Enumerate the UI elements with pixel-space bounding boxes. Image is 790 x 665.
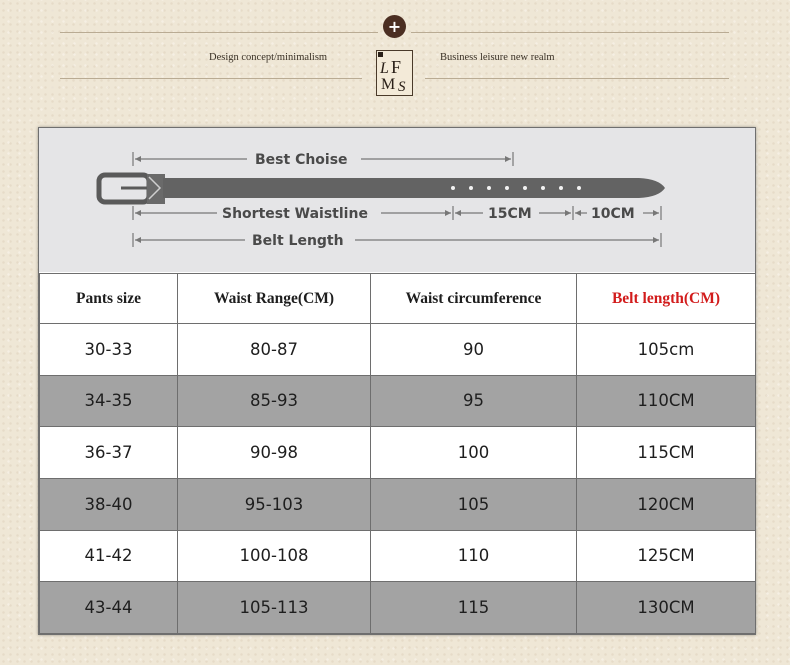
belt-strap [163, 178, 665, 198]
cell-pants-size: 38-40 [40, 478, 178, 530]
header-top-divider-right [411, 32, 729, 33]
belt-hole [451, 186, 455, 190]
cell-waist-circumference: 115 [371, 582, 577, 634]
header-bottom-divider-right [425, 78, 729, 79]
cell-pants-size: 34-35 [40, 375, 178, 427]
cell-waist-range: 80-87 [178, 324, 371, 376]
logo-letter-f: F [391, 57, 402, 77]
cell-pants-size: 30-33 [40, 324, 178, 376]
brand-logo [376, 50, 413, 96]
logo-letter-s: S [398, 79, 406, 95]
header-top-divider-left [60, 32, 378, 33]
logo-letter-m: M [381, 76, 396, 93]
cell-belt-length: 125CM [577, 530, 756, 582]
belt-diagram [39, 128, 755, 272]
cell-waist-circumference: 105 [371, 478, 577, 530]
cell-waist-circumference: 110 [371, 530, 577, 582]
best-choise-label: Best Choise [255, 152, 348, 168]
table-row [40, 582, 756, 634]
plus-badge [383, 15, 406, 38]
belt-hole [523, 186, 527, 190]
cell-pants-size: 43-44 [40, 582, 178, 634]
right-tagline: Business leisure new realm [440, 52, 555, 63]
belt-hole [541, 186, 545, 190]
header-waist-circumference: Waist circumference [371, 274, 577, 324]
ten-cm-label: 10CM [591, 206, 635, 222]
size-table [39, 273, 756, 634]
header-bottom-divider-left [60, 78, 362, 79]
plus-icon: + [387, 16, 402, 36]
cell-waist-range: 105-113 [178, 582, 371, 634]
cell-waist-circumference: 95 [371, 375, 577, 427]
table-row [40, 427, 756, 479]
shortest-waistline-label: Shortest Waistline [222, 206, 368, 222]
fifteen-cm-label: 15CM [488, 206, 532, 222]
header-waist-range: Waist Range(CM) [178, 274, 371, 324]
cell-waist-range: 95-103 [178, 478, 371, 530]
table-row [40, 324, 756, 376]
belt-length-label: Belt Length [252, 233, 344, 249]
belt-hole [559, 186, 563, 190]
table-row [40, 530, 756, 582]
cell-belt-length: 105cm [577, 324, 756, 376]
cell-waist-range: 85-93 [178, 375, 371, 427]
table-row [40, 478, 756, 530]
cell-waist-circumference: 90 [371, 324, 577, 376]
cell-belt-length: 115CM [577, 427, 756, 479]
cell-belt-length: 110CM [577, 375, 756, 427]
size-chart-panel [38, 127, 756, 635]
table-row [40, 375, 756, 427]
belt-hole [487, 186, 491, 190]
cell-waist-range: 100-108 [178, 530, 371, 582]
cell-belt-length: 120CM [577, 478, 756, 530]
cell-waist-range: 90-98 [178, 427, 371, 479]
left-tagline: Design concept/minimalism [209, 52, 328, 63]
cell-belt-length: 130CM [577, 582, 756, 634]
header-pants-size: Pants size [40, 274, 178, 324]
belt-hole [577, 186, 581, 190]
table-header-row [40, 274, 756, 324]
cell-waist-circumference: 100 [371, 427, 577, 479]
belt-hole [469, 186, 473, 190]
belt-hole [505, 186, 509, 190]
brand-logo-mark [377, 51, 412, 95]
cell-pants-size: 41-42 [40, 530, 178, 582]
header-belt-length: Belt length(CM) [577, 274, 756, 324]
cell-pants-size: 36-37 [40, 427, 178, 479]
logo-letter-l: L [380, 60, 389, 77]
belt-diagram-svg [39, 128, 755, 272]
